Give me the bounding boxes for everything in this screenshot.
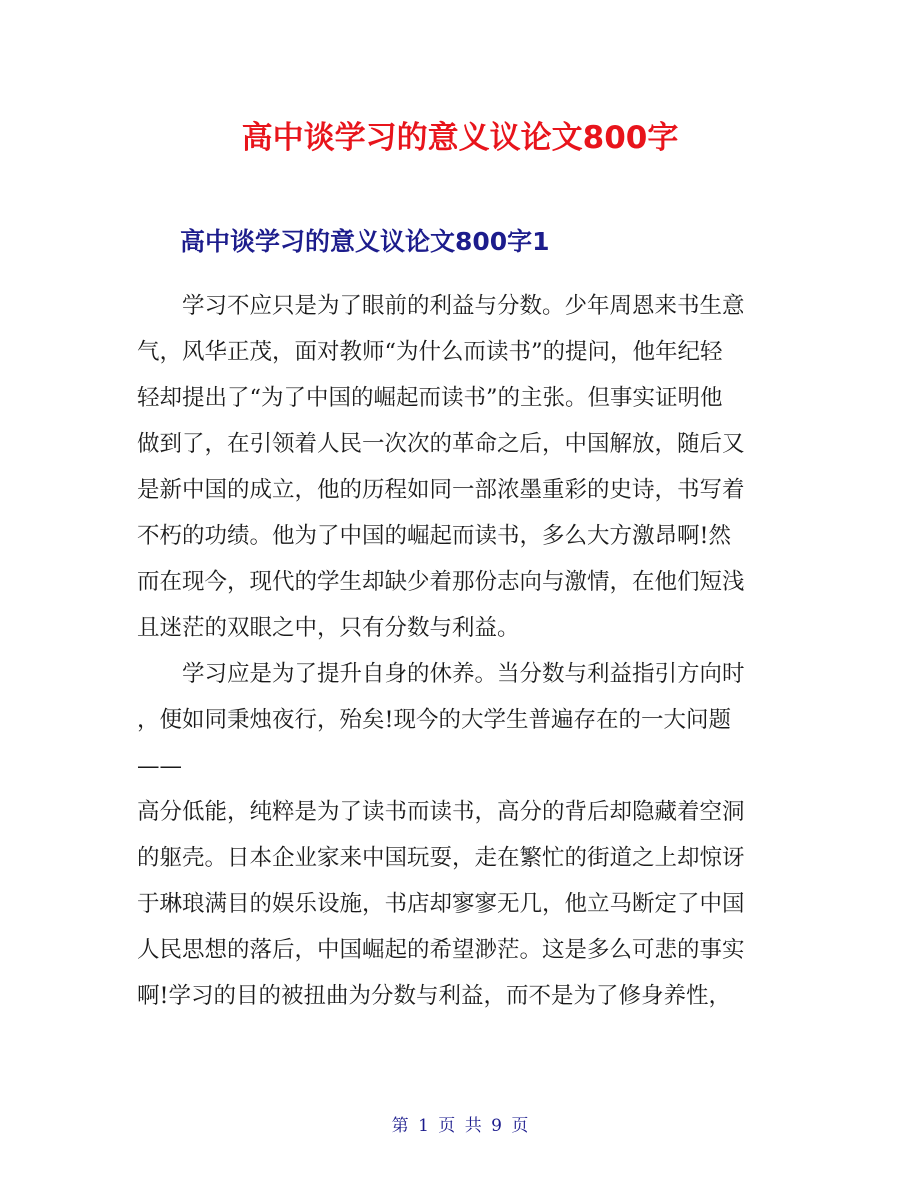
page-footer: 第 1 页 共 9 页 xyxy=(391,1116,529,1136)
text-line: 学习应是为了提升自身的休养。当分数与利益指引方向时 xyxy=(182,661,745,687)
body-text xyxy=(137,283,787,1019)
page-title: 高中谈学习的意义议论文800字 xyxy=(241,120,679,156)
text-line: 人民思想的落后，中国崛起的希望渺茫。这是多么可悲的事实 xyxy=(137,937,745,963)
text-line: 轻却提出了“为了中国的崛起而读书”的主张。但事实证明他 xyxy=(137,385,723,411)
text-line: 学习不应只是为了眼前的利益与分数。少年周恩来书生意 xyxy=(182,293,745,319)
text-line: 啊!学习的目的被扭曲为分数与利益，而不是为了修身养性， xyxy=(137,983,732,1009)
text-line: 高分低能，纯粹是为了读书而读书，高分的背后却隐藏着空洞 xyxy=(137,799,745,825)
text-line: 不朽的功绩。他为了中国的崛起而读书，多么大方激昂啊!然 xyxy=(137,523,732,549)
text-line: 的躯壳。日本企业家来中国玩耍，走在繁忙的街道之上却惊讶 xyxy=(137,845,745,871)
text-line: —— xyxy=(137,753,182,779)
text-line: 是新中国的成立，他的历程如同一部浓墨重彩的史诗，书写着 xyxy=(137,477,745,503)
text-line: 且迷茫的双眼之中，只有分数与利益。 xyxy=(137,615,520,641)
text-line: 而在现今，现代的学生却缺少着那份志向与激情，在他们短浅 xyxy=(137,569,745,595)
section-heading: 高中谈学习的意义议论文800字1 xyxy=(180,227,550,256)
text-line: 做到了，在引领着人民一次次的革命之后，中国解放，随后又 xyxy=(137,431,745,457)
text-line: ，便如同秉烛夜行，殆矣!现今的大学生普遍存在的一大问题 xyxy=(137,707,732,733)
text-line: 于琳琅满目的娱乐设施，书店却寥寥无几，他立马断定了中国 xyxy=(137,891,745,917)
text-line: 气，风华正茂，面对教师“为什么而读书”的提问，他年纪轻 xyxy=(137,339,723,365)
